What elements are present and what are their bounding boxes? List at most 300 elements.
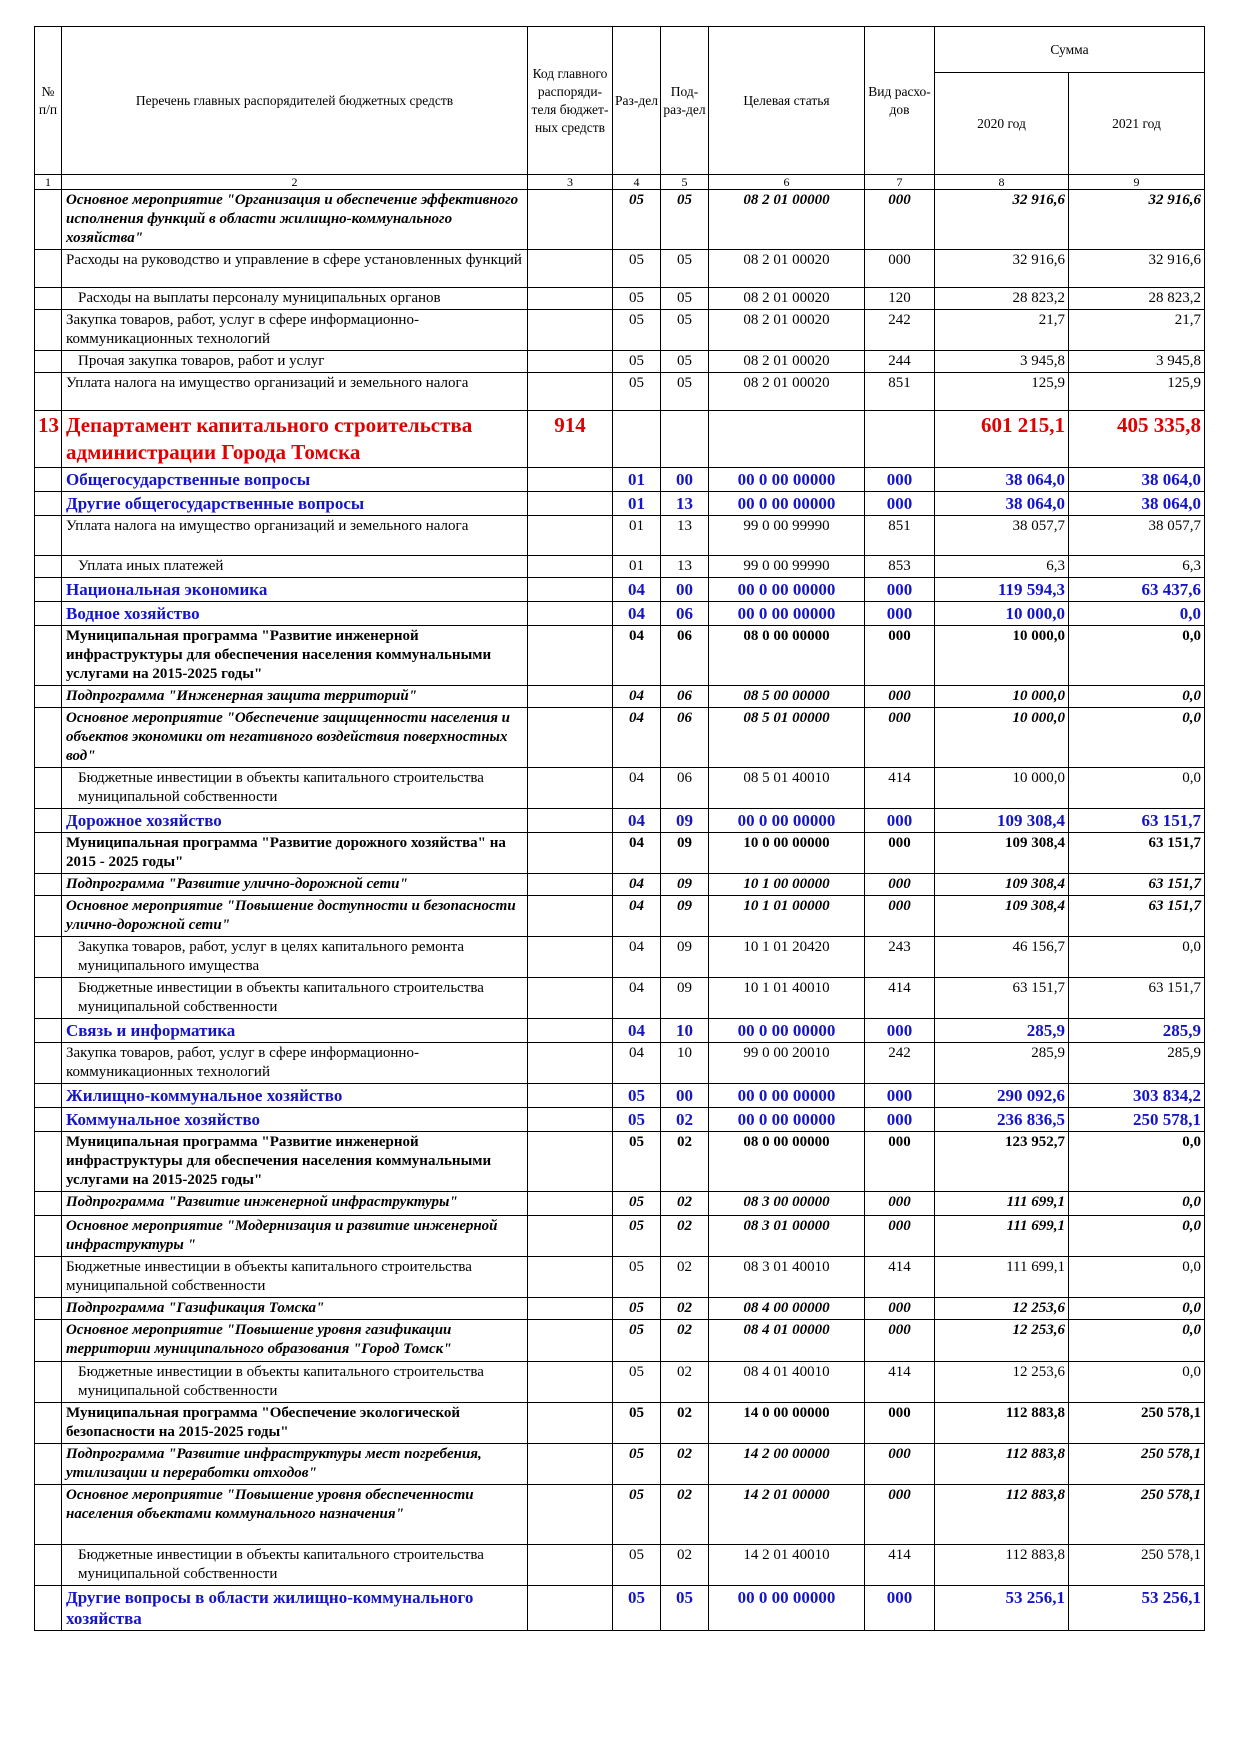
table-row (35, 1084, 1205, 1108)
row-sum-2020: 290 092,6 (935, 1084, 1069, 1108)
row-expense-type: 000 (865, 686, 935, 708)
row-expense-type: 000 (865, 708, 935, 768)
row-subsection: 06 (661, 686, 709, 708)
row-number (35, 1043, 62, 1084)
row-expense-type: 000 (865, 1403, 935, 1444)
row-sum-2020: 236 836,5 (935, 1108, 1069, 1132)
table-row (35, 190, 1205, 250)
row-code (528, 310, 613, 351)
row-target: 99 0 00 99990 (709, 516, 865, 556)
row-sum-2020: 285,9 (935, 1019, 1069, 1043)
row-section: 04 (613, 809, 661, 833)
row-section: 05 (613, 190, 661, 250)
row-code (528, 768, 613, 809)
table-row (35, 833, 1205, 874)
row-section: 01 (613, 516, 661, 556)
row-sum-2020: 112 883,8 (935, 1485, 1069, 1545)
row-target: 08 2 01 00020 (709, 310, 865, 351)
row-code (528, 978, 613, 1019)
row-sum-2020: 21,7 (935, 310, 1069, 351)
row-name: Подпрограмма "Развитие инфраструктуры мест погребения, утилизации и переработки отходов" (62, 1444, 528, 1485)
row-subsection: 06 (661, 768, 709, 809)
row-section: 05 (613, 310, 661, 351)
row-code (528, 1545, 613, 1586)
row-section: 05 (613, 1320, 661, 1362)
table-row (35, 1444, 1205, 1485)
table-row (35, 768, 1205, 809)
row-number (35, 492, 62, 516)
row-name: Расходы на выплаты персоналу муниципальных органов (62, 288, 528, 310)
row-sum-2021: 38 064,0 (1069, 492, 1205, 516)
row-subsection: 02 (661, 1216, 709, 1257)
row-number (35, 310, 62, 351)
row-sum-2020: 109 308,4 (935, 874, 1069, 896)
row-code (528, 1084, 613, 1108)
row-sum-2020: 111 699,1 (935, 1192, 1069, 1216)
row-sum-2021: 0,0 (1069, 708, 1205, 768)
row-sum-2021: 303 834,2 (1069, 1084, 1205, 1108)
row-code (528, 874, 613, 896)
row-section: 05 (613, 1084, 661, 1108)
row-sum-2020: 38 064,0 (935, 492, 1069, 516)
row-target: 00 0 00 00000 (709, 809, 865, 833)
row-section: 05 (613, 1257, 661, 1298)
table-row (35, 1192, 1205, 1216)
row-number (35, 1257, 62, 1298)
row-sum-2021: 0,0 (1069, 1216, 1205, 1257)
row-target: 14 0 00 00000 (709, 1403, 865, 1444)
row-name: Подпрограмма "Развитие инженерной инфраструктуры" (62, 1192, 528, 1216)
row-number (35, 768, 62, 809)
row-code (528, 516, 613, 556)
row-code (528, 1586, 613, 1631)
row-sum-2021: 0,0 (1069, 1298, 1205, 1320)
row-subsection: 02 (661, 1108, 709, 1132)
row-sum-2020: 10 000,0 (935, 708, 1069, 768)
row-expense-type: 000 (865, 1485, 935, 1545)
column-number: 5 (661, 175, 709, 190)
table-row (35, 937, 1205, 978)
row-name: Основное мероприятие "Повышение уровня обеспеченности населения объектами коммунального назначения" (62, 1485, 528, 1545)
row-code (528, 896, 613, 937)
row-name: Муниципальная программа "Развитие инженерной инфраструктуры для обеспечения населения коммунальными услугами на 2015-2025 годы" (62, 626, 528, 686)
table-row (35, 1362, 1205, 1403)
table-row (35, 874, 1205, 896)
row-target: 00 0 00 00000 (709, 602, 865, 626)
row-section: 01 (613, 556, 661, 578)
row-subsection: 09 (661, 937, 709, 978)
header-num: № п/п (35, 27, 62, 175)
table-row (35, 1108, 1205, 1132)
row-number (35, 937, 62, 978)
row-target: 08 4 01 40010 (709, 1362, 865, 1403)
row-sum-2021: 0,0 (1069, 1257, 1205, 1298)
header-list: Перечень главных распорядителей бюджетных средств (62, 27, 528, 175)
row-sum-2021: 250 578,1 (1069, 1444, 1205, 1485)
row-expense-type: 000 (865, 874, 935, 896)
row-name: Основное мероприятие "Повышение уровня газификации территории муниципального образования "Город Томск" (62, 1320, 528, 1362)
row-code (528, 492, 613, 516)
row-sum-2020: 112 883,8 (935, 1444, 1069, 1485)
row-sum-2020: 63 151,7 (935, 978, 1069, 1019)
row-target: 08 0 00 00000 (709, 626, 865, 686)
row-code (528, 708, 613, 768)
row-sum-2021: 63 437,6 (1069, 578, 1205, 602)
row-subsection (661, 411, 709, 468)
row-sum-2021: 63 151,7 (1069, 978, 1205, 1019)
row-sum-2021: 63 151,7 (1069, 809, 1205, 833)
row-subsection: 02 (661, 1257, 709, 1298)
row-target: 08 3 01 40010 (709, 1257, 865, 1298)
row-target: 10 1 01 20420 (709, 937, 865, 978)
row-sum-2020: 10 000,0 (935, 602, 1069, 626)
row-subsection: 02 (661, 1485, 709, 1545)
row-number (35, 708, 62, 768)
row-subsection: 00 (661, 578, 709, 602)
row-name: Связь и информатика (62, 1019, 528, 1043)
row-sum-2021: 125,9 (1069, 373, 1205, 411)
row-code (528, 1320, 613, 1362)
row-number (35, 686, 62, 708)
row-expense-type: 000 (865, 626, 935, 686)
row-subsection: 00 (661, 468, 709, 492)
row-subsection: 05 (661, 288, 709, 310)
row-subsection: 09 (661, 978, 709, 1019)
row-sum-2021: 0,0 (1069, 626, 1205, 686)
row-expense-type: 414 (865, 1257, 935, 1298)
table-row (35, 492, 1205, 516)
row-number (35, 578, 62, 602)
row-expense-type: 000 (865, 578, 935, 602)
row-code (528, 809, 613, 833)
row-sum-2020: 46 156,7 (935, 937, 1069, 978)
table-row (35, 1403, 1205, 1444)
row-number (35, 1403, 62, 1444)
row-code (528, 1132, 613, 1192)
row-section: 04 (613, 937, 661, 978)
table-row (35, 373, 1205, 411)
table-row (35, 1586, 1205, 1631)
row-sum-2021: 0,0 (1069, 1320, 1205, 1362)
row-section: 01 (613, 492, 661, 516)
row-subsection: 02 (661, 1320, 709, 1362)
row-number (35, 978, 62, 1019)
row-target: 08 5 01 40010 (709, 768, 865, 809)
row-target: 00 0 00 00000 (709, 1084, 865, 1108)
row-expense-type: 000 (865, 1444, 935, 1485)
table-row (35, 288, 1205, 310)
row-subsection: 13 (661, 492, 709, 516)
row-target: 00 0 00 00000 (709, 1019, 865, 1043)
header-code: Код главного распоряди-теля бюджет-ных средств (528, 27, 613, 175)
row-code (528, 1108, 613, 1132)
table-row (35, 1257, 1205, 1298)
row-number (35, 288, 62, 310)
row-sum-2020: 12 253,6 (935, 1362, 1069, 1403)
row-section: 04 (613, 978, 661, 1019)
row-code (528, 937, 613, 978)
row-code (528, 1019, 613, 1043)
row-number: 13 (35, 411, 62, 468)
row-subsection: 09 (661, 874, 709, 896)
row-sum-2020: 125,9 (935, 373, 1069, 411)
row-name: Национальная экономика (62, 578, 528, 602)
row-sum-2021: 0,0 (1069, 602, 1205, 626)
row-target: 00 0 00 00000 (709, 1586, 865, 1631)
row-target: 00 0 00 00000 (709, 492, 865, 516)
row-name: Основное мероприятие "Повышение доступности и безопасности улично-дорожной сети" (62, 896, 528, 937)
row-code: 914 (528, 411, 613, 468)
row-number (35, 833, 62, 874)
row-section: 04 (613, 768, 661, 809)
row-expense-type: 000 (865, 1192, 935, 1216)
column-number: 3 (528, 175, 613, 190)
row-code (528, 1403, 613, 1444)
row-target: 08 2 01 00020 (709, 288, 865, 310)
row-sum-2020: 109 308,4 (935, 833, 1069, 874)
row-expense-type: 244 (865, 351, 935, 373)
row-section: 05 (613, 1192, 661, 1216)
row-code (528, 1485, 613, 1545)
row-sum-2021: 63 151,7 (1069, 833, 1205, 874)
row-code (528, 468, 613, 492)
row-sum-2021: 32 916,6 (1069, 250, 1205, 288)
row-name: Департамент капитального строительства администрации Города Томска (62, 411, 528, 468)
row-number (35, 1084, 62, 1108)
row-subsection: 02 (661, 1362, 709, 1403)
row-expense-type: 851 (865, 373, 935, 411)
row-sum-2021: 38 057,7 (1069, 516, 1205, 556)
table-row (35, 556, 1205, 578)
row-expense-type: 000 (865, 1019, 935, 1043)
row-sum-2020: 123 952,7 (935, 1132, 1069, 1192)
row-section: 05 (613, 1362, 661, 1403)
row-number (35, 1192, 62, 1216)
row-number (35, 1545, 62, 1586)
row-sum-2020: 109 308,4 (935, 809, 1069, 833)
header-section: Раз-дел (613, 27, 661, 175)
row-sum-2020: 285,9 (935, 1043, 1069, 1084)
row-sum-2020: 28 823,2 (935, 288, 1069, 310)
row-target: 00 0 00 00000 (709, 1108, 865, 1132)
table-row (35, 351, 1205, 373)
row-code (528, 1444, 613, 1485)
row-expense-type: 000 (865, 250, 935, 288)
row-sum-2020: 38 064,0 (935, 468, 1069, 492)
row-code (528, 556, 613, 578)
row-sum-2020: 10 000,0 (935, 626, 1069, 686)
row-section: 04 (613, 602, 661, 626)
header-2020: 2020 год (935, 73, 1069, 175)
row-name: Подпрограмма "Инженерная защита территорий" (62, 686, 528, 708)
table-row (35, 468, 1205, 492)
row-sum-2020: 3 945,8 (935, 351, 1069, 373)
row-number (35, 1019, 62, 1043)
row-section: 04 (613, 626, 661, 686)
table-row (35, 1019, 1205, 1043)
row-sum-2021: 38 064,0 (1069, 468, 1205, 492)
row-sum-2021: 63 151,7 (1069, 896, 1205, 937)
row-section: 04 (613, 896, 661, 937)
row-section: 05 (613, 250, 661, 288)
row-sum-2020: 32 916,6 (935, 190, 1069, 250)
row-section: 05 (613, 1444, 661, 1485)
row-expense-type: 000 (865, 190, 935, 250)
row-section: 05 (613, 1403, 661, 1444)
table-row (35, 626, 1205, 686)
row-number (35, 1485, 62, 1545)
row-number (35, 1298, 62, 1320)
row-section: 05 (613, 351, 661, 373)
column-number: 7 (865, 175, 935, 190)
row-number (35, 1586, 62, 1631)
row-code (528, 1192, 613, 1216)
row-section: 04 (613, 833, 661, 874)
row-sum-2021: 0,0 (1069, 1132, 1205, 1192)
row-number (35, 351, 62, 373)
row-name: Водное хозяйство (62, 602, 528, 626)
row-expense-type: 000 (865, 602, 935, 626)
row-name: Бюджетные инвестиции в объекты капитального строительства муниципальной собственности (62, 1545, 528, 1586)
row-code (528, 833, 613, 874)
row-section: 04 (613, 1019, 661, 1043)
row-section: 04 (613, 686, 661, 708)
row-expense-type: 000 (865, 1586, 935, 1631)
table-row (35, 411, 1205, 468)
row-target: 14 2 01 40010 (709, 1545, 865, 1586)
row-subsection: 02 (661, 1192, 709, 1216)
table-row (35, 578, 1205, 602)
header-expense: Вид расхо-дов (865, 27, 935, 175)
row-name: Другие общегосударственные вопросы (62, 492, 528, 516)
row-target: 08 3 01 00000 (709, 1216, 865, 1257)
row-subsection: 06 (661, 626, 709, 686)
row-subsection: 05 (661, 1586, 709, 1631)
row-subsection: 00 (661, 1084, 709, 1108)
budget-sheet (34, 26, 1205, 1631)
row-code (528, 190, 613, 250)
row-expense-type: 414 (865, 1545, 935, 1586)
row-expense-type: 000 (865, 1108, 935, 1132)
row-name: Подпрограмма "Газификация Томска" (62, 1298, 528, 1320)
row-target: 10 0 00 00000 (709, 833, 865, 874)
row-subsection: 09 (661, 809, 709, 833)
row-sum-2021: 0,0 (1069, 1192, 1205, 1216)
row-number (35, 1108, 62, 1132)
column-number: 1 (35, 175, 62, 190)
column-number: 9 (1069, 175, 1205, 190)
row-number (35, 373, 62, 411)
table-row (35, 250, 1205, 288)
table-row (35, 896, 1205, 937)
row-target: 99 0 00 20010 (709, 1043, 865, 1084)
row-name: Муниципальная программа "Развитие инженерной инфраструктуры для обеспечения населения коммунальными услугами на 2015-2025 годы" (62, 1132, 528, 1192)
row-subsection: 05 (661, 351, 709, 373)
row-sum-2020: 12 253,6 (935, 1320, 1069, 1362)
row-section: 05 (613, 1216, 661, 1257)
row-subsection: 05 (661, 373, 709, 411)
row-target: 00 0 00 00000 (709, 468, 865, 492)
row-expense-type: 414 (865, 978, 935, 1019)
row-expense-type: 243 (865, 937, 935, 978)
row-number (35, 1216, 62, 1257)
row-number (35, 1320, 62, 1362)
row-section: 05 (613, 1298, 661, 1320)
budget-table (34, 26, 1205, 1631)
row-number (35, 626, 62, 686)
row-name: Муниципальная программа "Обеспечение экологической безопасности на 2015-2025 годы" (62, 1403, 528, 1444)
row-target: 14 2 01 00000 (709, 1485, 865, 1545)
row-subsection: 05 (661, 250, 709, 288)
row-target: 99 0 00 99990 (709, 556, 865, 578)
row-sum-2021: 6,3 (1069, 556, 1205, 578)
row-code (528, 250, 613, 288)
row-sum-2020: 111 699,1 (935, 1257, 1069, 1298)
row-code (528, 1257, 613, 1298)
table-row (35, 686, 1205, 708)
row-section: 05 (613, 1108, 661, 1132)
row-subsection: 05 (661, 310, 709, 351)
row-code (528, 1362, 613, 1403)
row-subsection: 10 (661, 1043, 709, 1084)
row-name: Муниципальная программа "Развитие дорожного хозяйства" на 2015 - 2025 годы" (62, 833, 528, 874)
row-name: Бюджетные инвестиции в объекты капитального строительства муниципальной собственности (62, 768, 528, 809)
row-expense-type: 242 (865, 310, 935, 351)
row-name: Бюджетные инвестиции в объекты капитального строительства муниципальной собственности (62, 1257, 528, 1298)
row-sum-2021: 3 945,8 (1069, 351, 1205, 373)
row-target: 10 1 01 40010 (709, 978, 865, 1019)
row-target: 08 4 01 00000 (709, 1320, 865, 1362)
table-row (35, 1298, 1205, 1320)
row-subsection: 09 (661, 833, 709, 874)
row-expense-type: 000 (865, 1216, 935, 1257)
row-code (528, 602, 613, 626)
row-sum-2021: 0,0 (1069, 686, 1205, 708)
row-section: 04 (613, 578, 661, 602)
row-name: Другие вопросы в области жилищно-коммунального хозяйства (62, 1586, 528, 1631)
row-expense-type: 853 (865, 556, 935, 578)
row-section: 04 (613, 874, 661, 896)
table-row (35, 708, 1205, 768)
row-target: 08 2 01 00020 (709, 351, 865, 373)
row-sum-2021: 28 823,2 (1069, 288, 1205, 310)
row-target: 10 1 01 00000 (709, 896, 865, 937)
column-number: 4 (613, 175, 661, 190)
table-row (35, 809, 1205, 833)
row-subsection: 02 (661, 1132, 709, 1192)
row-sum-2021: 0,0 (1069, 937, 1205, 978)
row-expense-type: 000 (865, 833, 935, 874)
row-sum-2021: 250 578,1 (1069, 1545, 1205, 1586)
column-number-row (35, 175, 1205, 190)
row-expense-type: 000 (865, 492, 935, 516)
row-number (35, 602, 62, 626)
column-number: 2 (62, 175, 528, 190)
row-number (35, 809, 62, 833)
row-number (35, 468, 62, 492)
row-sum-2021: 0,0 (1069, 1362, 1205, 1403)
row-sum-2021: 0,0 (1069, 768, 1205, 809)
row-name: Закупка товаров, работ, услуг в сфере информационно-коммуникационных технологий (62, 1043, 528, 1084)
row-section: 05 (613, 373, 661, 411)
row-target: 08 2 01 00000 (709, 190, 865, 250)
row-number (35, 250, 62, 288)
row-code (528, 1298, 613, 1320)
row-sum-2021: 32 916,6 (1069, 190, 1205, 250)
row-code (528, 373, 613, 411)
table-row (35, 1320, 1205, 1362)
row-section: 05 (613, 288, 661, 310)
